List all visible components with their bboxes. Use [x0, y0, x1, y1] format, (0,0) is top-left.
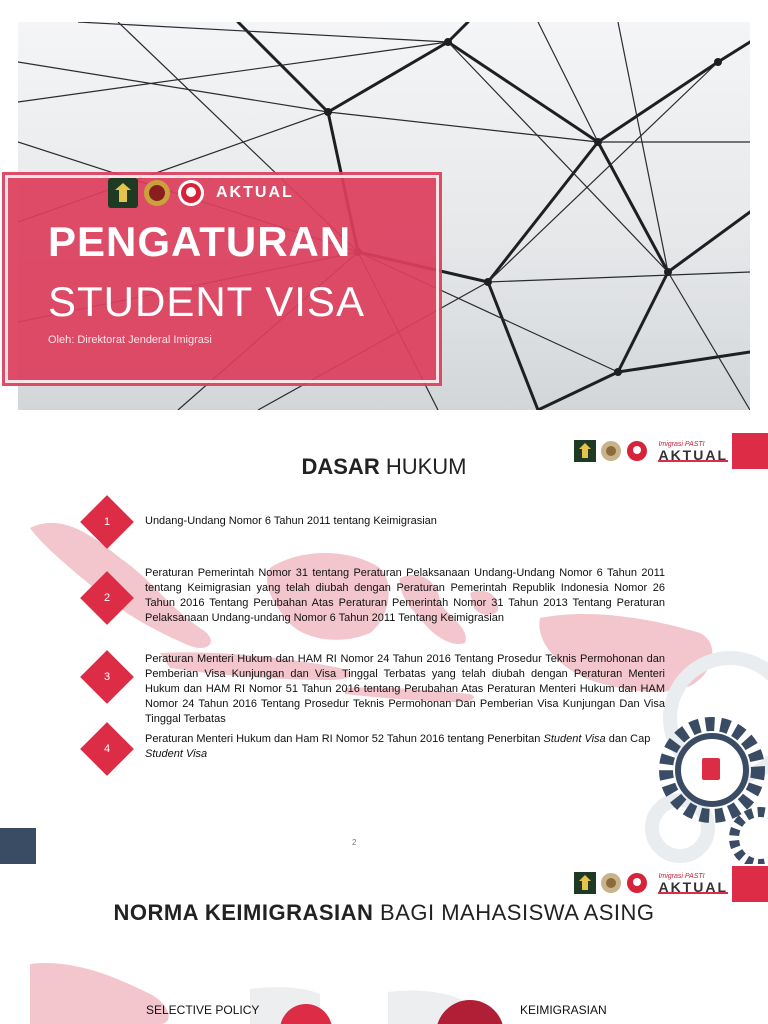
indonesia-map-graphic — [0, 418, 768, 864]
norms-slide — [0, 864, 768, 1024]
immigration-seal-icon — [600, 872, 622, 894]
selective-policy-label: SELECTIVE POLICY — [146, 1003, 260, 1017]
legal-basis-slide — [0, 418, 768, 864]
item-text: Peraturan Menteri Hukum dan HAM RI Nomor 24 Tahun 2016 Tentang Prosedur Teknis Permohonan dan Pemberian Visa Kunjungan dan Visa Tinggal Terbatas yang telah diubah dengan Peraturan Menteri Hukum dan HAM RI Nomor 51 Tahun 2016 tentang Perubahan Atas Peraturan Menteri Hukum dan HAM Nomor 24 Tahun 2016 Tentang Prosedur Teknis Permohonan Dan Pemberian Visa Kunjungan Dan Visa Tinggal Terbatas — [145, 653, 665, 725]
item-number: 2 — [103, 592, 111, 604]
logo-tagline: Imigrasi PASTI — [658, 441, 705, 448]
item-number: 1 — [103, 516, 111, 528]
title-bold: PENGATURAN — [48, 218, 352, 265]
page-number: 2 — [352, 838, 357, 847]
item-text: Peraturan Pemerintah Nomor 31 tentang Peraturan Pelaksanaan Undang-Undang Nomor 6 Tahun 2011 tentang Keimigrasian yang telah diubah dengan Peraturan Pemerintah Republik Indonesia Nomor 26 Tahun 2016 Tentang Perubahan Atas Peraturan Pemerintah Nomor 31 Tahun 2013 Tentang Peraturan Pelaksanaan Undang-undang Nomor 6 Tahun 2011 Tentang Keimigrasian — [145, 567, 665, 624]
item-number: 4 — [103, 743, 111, 755]
ministry-emblem-icon — [574, 872, 596, 894]
pasti-mascot-icon — [626, 872, 648, 894]
item-text: Undang-Undang Nomor 6 Tahun 2011 tentang Keimigrasian — [145, 515, 437, 527]
title-slide — [0, 0, 768, 418]
keimigrasian-label: KEIMIGRASIAN — [520, 1003, 607, 1017]
aktual-logo-text: AKTUAL — [216, 184, 294, 201]
corner-tab — [732, 866, 768, 902]
aktual-logo-text: AKTUAL — [658, 879, 728, 895]
item-number: 3 — [103, 671, 111, 683]
page-title: NORMA KEIMIGRASIAN BAGI MAHASISWA ASING — [113, 900, 655, 925]
header-logos — [574, 872, 728, 894]
logo-tagline: Imigrasi PASTI — [658, 873, 705, 880]
immigration-seal-icon — [142, 178, 172, 208]
title-light: STUDENT VISA — [48, 278, 365, 325]
byline: Oleh: Direktorat Jenderal Imigrasi — [48, 334, 212, 346]
aktual-logo-text: AKTUAL — [658, 447, 728, 463]
item-text: Peraturan Menteri Hukum dan Ham RI Nomor 52 Tahun 2016 tentang Penerbitan Student Visa dan Cap Student Visa — [145, 733, 651, 760]
logo-strip — [108, 178, 294, 208]
page-title: DASAR HUKUM — [301, 454, 467, 479]
pasti-mascot-icon — [176, 178, 206, 208]
corner-tab — [0, 828, 36, 864]
ministry-emblem-icon — [108, 178, 138, 208]
